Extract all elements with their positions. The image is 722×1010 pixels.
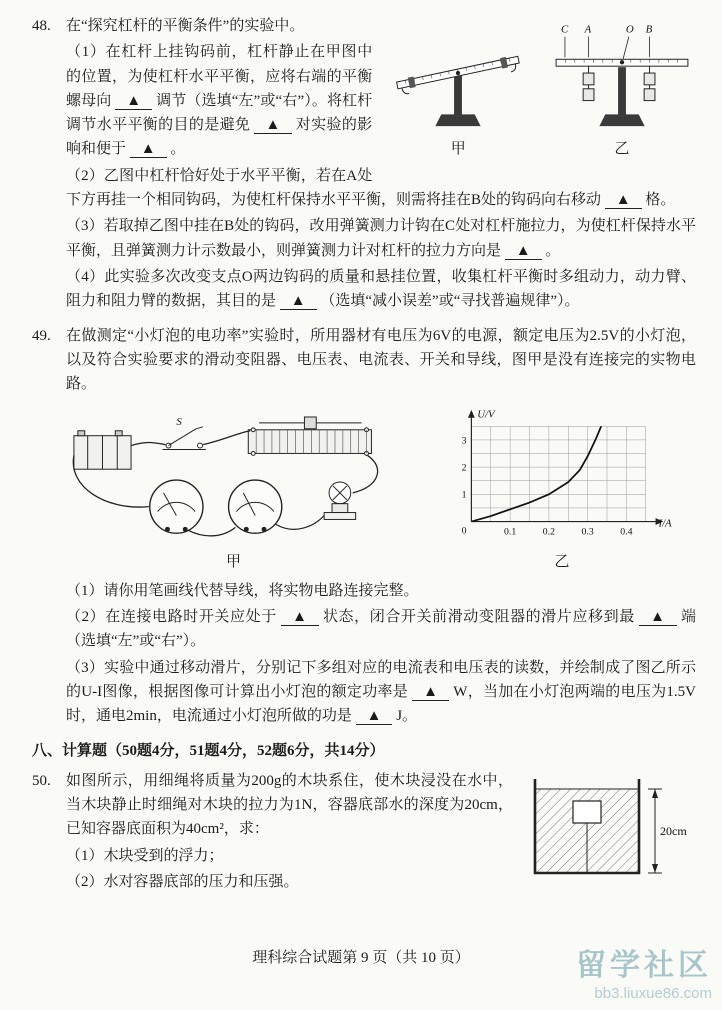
svg-text:0.1: 0.1: [504, 526, 517, 538]
axes: [471, 416, 655, 522]
switch-label-s: S: [176, 416, 182, 429]
question-48-number: 48.: [32, 18, 51, 34]
answer-blank: ▲: [412, 684, 449, 701]
pivot-o-dot: [620, 60, 624, 64]
lever-jia-svg: [384, 16, 532, 136]
voltmeter: [229, 480, 282, 533]
lever-figure-jia: [384, 16, 532, 161]
svg-text:0: 0: [461, 525, 467, 537]
depth-label: 20cm: [660, 823, 687, 838]
q49-intro: 在做测定“小灯泡的电功率”实验时，所用器材有电压为6V的电源，额定电压为2.5V的小灯泡，以及符合实验要求的滑动变阻器、电压表、电流表、开关和导线，图甲是没有连接完的实物电路。: [66, 327, 696, 393]
answer-blank: ▲: [254, 117, 291, 134]
q50-part-1: （1）木块受到的浮力；: [66, 847, 224, 864]
answer-blank: ▲: [505, 243, 542, 260]
wood-block: [573, 801, 601, 823]
label-c: C: [561, 23, 569, 36]
answer-blank: ▲: [130, 141, 167, 158]
svg-text:3: 3: [461, 435, 467, 447]
svg-text:I/A: I/A: [658, 517, 672, 530]
question-50-number: 50.: [32, 772, 51, 789]
ammeter: [150, 480, 203, 533]
question-49-figures: [66, 402, 696, 574]
question-49-number: 49.: [32, 327, 51, 344]
q49-part-3: （3）实验中通过移动滑片，分别记下多组对应的电流表和电压表的读数，并绘制成了图乙所示的U-I图像，根据图像可计算出小灯泡的额定功率是 ▲ W，当加在小灯泡两端的电压为1.5V时，通电2min，电流通过小灯泡所做的功是 ▲ J。: [66, 659, 696, 725]
figure-48-jia-caption: 甲: [450, 141, 466, 157]
label-b: B: [645, 23, 653, 36]
q48-part-1: （1）在杠杆上挂钩码前，杠杆静止在甲图中的位置，为使杠杆水平平衡，应将右端的平衡螺母向 ▲ 调节（选填“左”或“右”）。将杠杆调节水平平衡的目的是避免 ▲ 对实验的影响和便于 ▲ 。: [66, 44, 373, 158]
switch: [163, 416, 206, 449]
svg-text:0.3: 0.3: [581, 526, 594, 538]
question-49: [32, 324, 696, 729]
lever-stand: [436, 75, 481, 126]
answer-blank: ▲: [356, 708, 393, 725]
container-svg: [521, 769, 696, 889]
container-figure: [521, 769, 696, 889]
svg-text:0.2: 0.2: [542, 526, 556, 538]
question-49-body: [66, 324, 696, 729]
section-8-title: 八、计算题（50题4分，51题4分，52题6分，共14分）: [32, 742, 385, 759]
answer-blank: ▲: [281, 609, 318, 626]
watermark-title: 留学社区: [576, 948, 712, 982]
page-footer: 理科综合试题第 9 页（共 10 页）: [252, 949, 470, 966]
ui-graph-figure: [442, 402, 682, 574]
q48-part-4: （4）此实验多次改变支点O两边钩码的质量和悬挂位置，收集杠杆平衡时多组动力，动力臂、阻力和阻力臂的数据，其目的是 ▲ （选填“减小误差”或“寻找普遍规律”）。: [66, 268, 696, 310]
lever-figure-yi: [548, 16, 696, 161]
svg-text:0.4: 0.4: [620, 526, 633, 538]
q49-part-1: （1）请你用笔画线代替导线，将实物电路连接完整。: [66, 582, 419, 599]
y-axis-arrow: [468, 410, 475, 418]
q48-intro: 在“探究杠杆的平衡条件”的实验中。: [66, 18, 305, 34]
figure-49-yi-caption: 乙: [554, 554, 570, 571]
q49-part-2: （2）在连接电路时开关应处于 ▲ 状态，闭合开关前滑动变阻器的滑片应移到最 ▲ 端（选填“左”或“右”）。: [66, 609, 696, 650]
svg-text:2: 2: [461, 463, 467, 475]
label-a: A: [584, 23, 592, 36]
lamp: [324, 482, 356, 519]
question-50: [32, 769, 696, 894]
figure-48-yi-caption: 乙: [614, 141, 630, 157]
circuit-svg: [66, 416, 401, 549]
answer-blank: ▲: [115, 93, 152, 110]
question-48-figures: [384, 16, 696, 161]
circuit-figure: [66, 416, 401, 574]
answer-blank: ▲: [605, 192, 642, 209]
svg-text:U/V: U/V: [477, 409, 495, 422]
figure-49-jia-caption: 甲: [225, 554, 241, 571]
answer-blank: ▲: [639, 609, 676, 626]
watermark-url: bb3.liuxue86.com: [594, 984, 712, 1002]
question-48-body: [66, 14, 696, 314]
q48-part-3: （3）若取掉乙图中挂在B处的钩码，改用弹簧测力计钩在C处对杠杆施拉力，为使杠杆保持水平平衡，且弹簧测力计示数最小，则弹簧测力计对杠杆的拉力方向是 ▲ 。: [66, 218, 696, 259]
rheostat: [248, 417, 371, 455]
lever-stand: [599, 67, 644, 126]
q48-part-2: （2）乙图中杠杆恰好处于水平平衡，若在A处下方再挂一个相同钩码，为使杠杆保持水平平衡，则需将挂在B处的钩码向右移动 ▲ 格。: [66, 167, 676, 209]
weights-at-a: [583, 66, 594, 100]
pivot-dot: [456, 71, 460, 75]
q50-part-2: （2）水对容器底部的压力和压强。: [66, 874, 299, 891]
question-48: [32, 14, 696, 314]
q50-intro: 如图所示，用细绳将质量为200g的木块系住，使木块浸没在水中，当木块静止时细绳对木块的拉力为1N，容器底部水的深度为20cm，已知容器底面积为40cm²，求：: [66, 772, 513, 838]
battery: [74, 431, 131, 469]
svg-text:1: 1: [461, 490, 467, 502]
question-50-body: [66, 769, 696, 894]
ui-graph-svg: [442, 402, 682, 549]
watermark: [576, 949, 712, 1006]
weights-at-b: [644, 66, 655, 100]
position-labels: [561, 24, 653, 60]
lever-yi-svg: [548, 16, 696, 136]
answer-blank: ▲: [280, 293, 317, 310]
label-o: O: [625, 23, 634, 36]
